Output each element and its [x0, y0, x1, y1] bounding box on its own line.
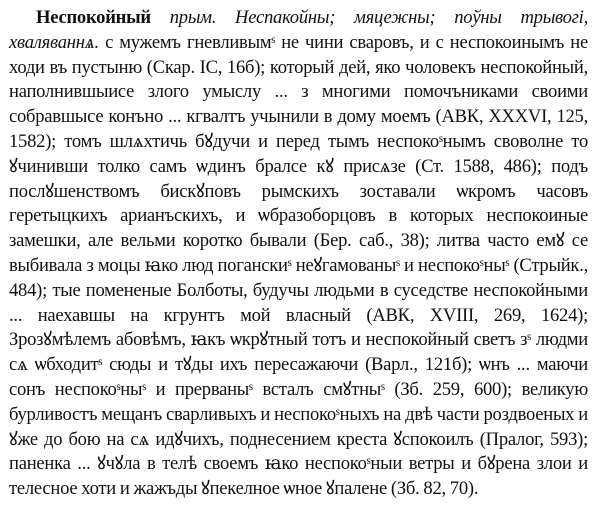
entry-gloss: прым. Неспакойны; мяцежны; поўны трывогі, хваляваннѧ.: [9, 7, 588, 53]
entry-headword: Неспокойный: [36, 7, 151, 28]
entry-citations: с мужемъ гневливымˢ не чини сваровъ, и с неспокоинымъ не ходи въ пустыню (Скар. ІС, 16б); который дей, яко чоловекъ неспокойный, наполнившыисе злого умыслу ... з многими помочъниками своими собравшысе конъно ... кгвалтъ учынили в дому моемъ (АВК, XXXVI, 125, 1582); томъ шлѧхтичь бꙋдучи и перед тымъ неспокоˢнымъ своволне то ꙋчинивши толко самъ ѡдинъ бралсе кꙋ присѧзе (Ст. 1588, 486); подъ послꙋшенствомъ бискꙋповъ рымскихъ зоставали ѡкромъ часовъ геретыцкихъ арианъскихъ, и ѡбразоборцовъ в которых неспокоиные замешки, але вельми коротко бывали (Бер. саб., 38); литва часто емꙋ се выбивала з моцы ꙗко люд поганскиˢ неꙋгамованыˢ и неспокоˢныˢ (Стрыйк., 484); тые помененые Болботы, будучы людьми в суседстве неспокойными ... наехавшы на кгрунтъ мой власный (АВК, XVIII, 269, 1624); Зрозꙋмѣлемъ абовѣмъ, ꙗкъ ѡкрꙋтный тотъ и неспокойный светъ зˢ людми сѧ ѡбходитˢ сюды и тꙋды ихъ пересажаючи (Варл., 121б); ѡнъ ... маючи сонъ неспокоˢныˢ и прерваныˢ всталъ смꙋтныˢ (Зб. 259, 600); великую бурливостъ мещанъ сварливыхъ и неспокоˢныхъ на двѣ части роздвоеных и ꙋже до бою на сѧ идꙋчихъ, поднесением креста ꙋспокоилъ (Пралог, 593); паненка ... ꙋчꙋла в телѣ своемъ ꙗко неспокоˢныи ветры и бꙋрена злои и телесное хоти и жажъды ꙋпекелное ѡное ꙋпаленe (Зб. 82, 70).: [9, 31, 588, 500]
dictionary-entry: [9, 6, 588, 502]
